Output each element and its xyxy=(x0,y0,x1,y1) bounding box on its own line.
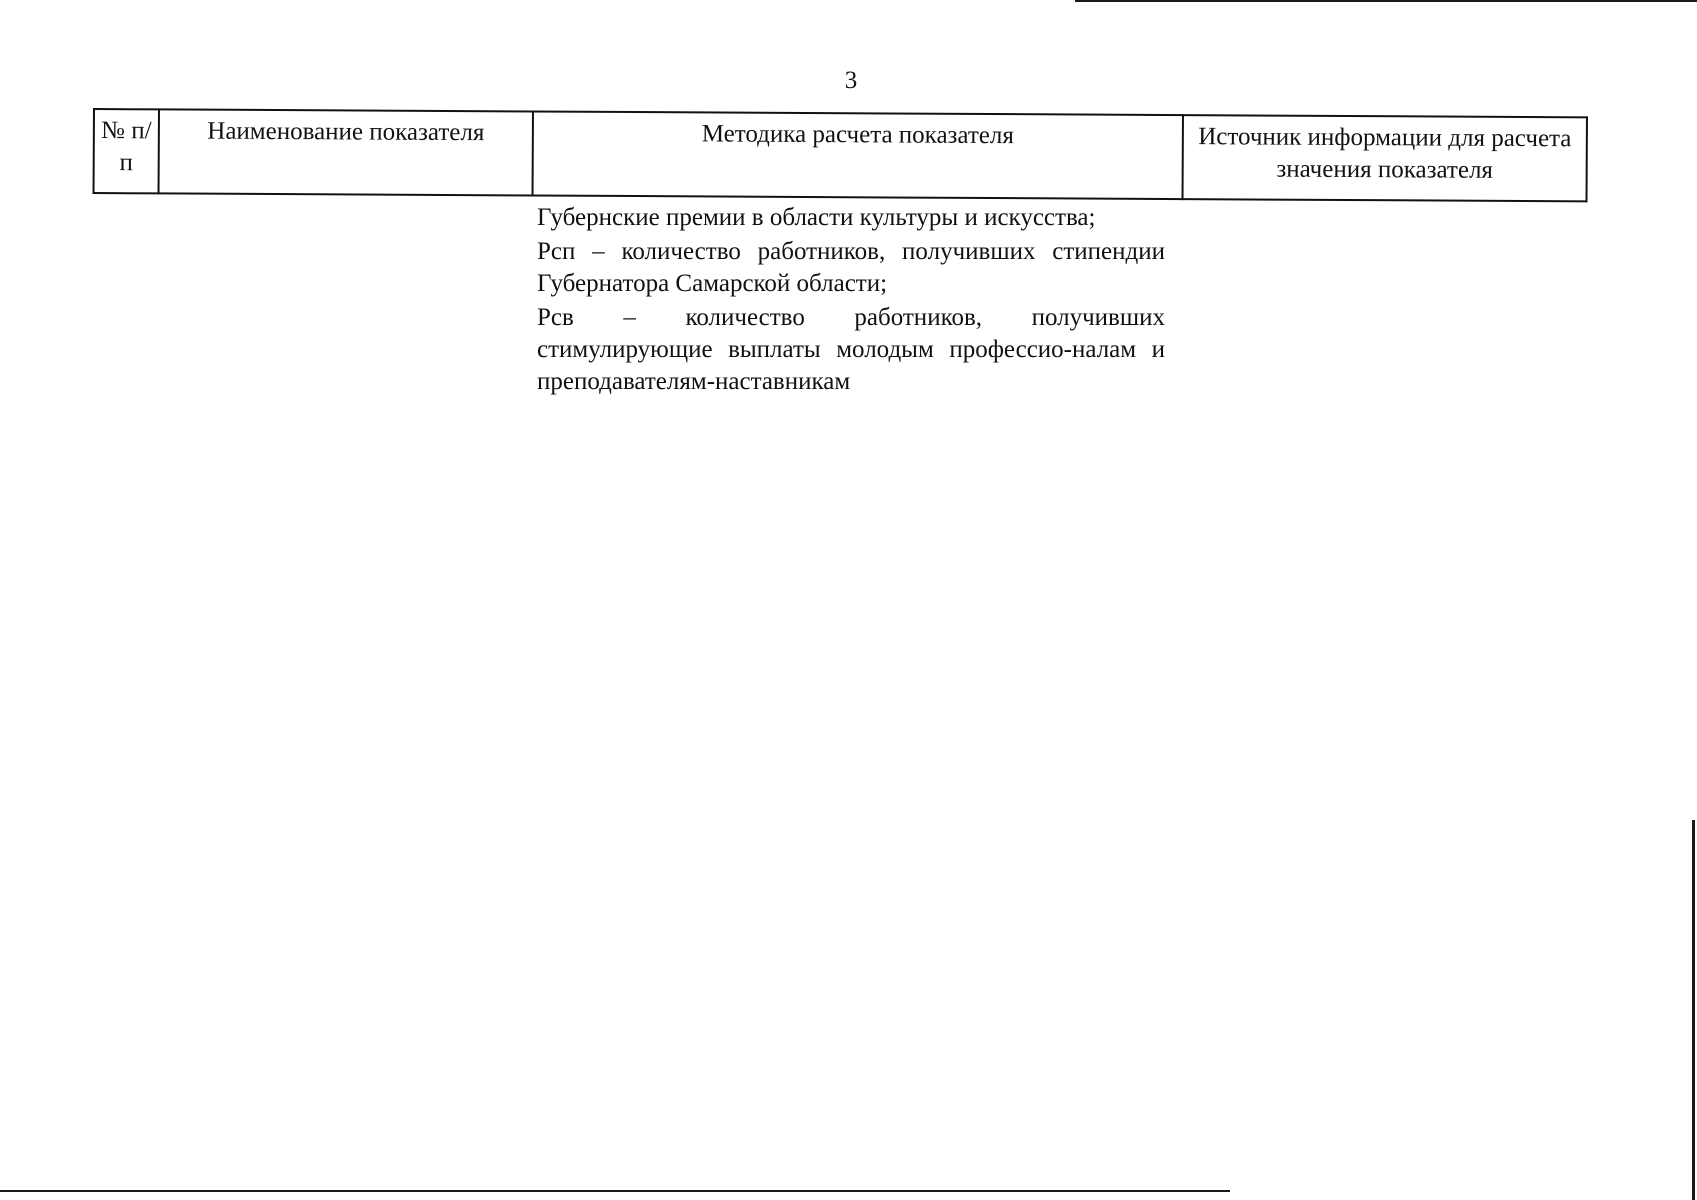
scan-edge-bottom xyxy=(0,1190,1230,1192)
scan-edge-top xyxy=(1075,0,1697,2)
header-cell-information-source: Источник информации для расчета значения показателя xyxy=(1183,115,1587,201)
indicator-table-header xyxy=(93,108,1588,202)
table-header-row xyxy=(94,109,1587,201)
calculation-method-text xyxy=(537,202,1165,400)
header-cell-calculation-method: Методика расчета показателя xyxy=(533,111,1183,199)
scan-edge-right xyxy=(1692,820,1695,1200)
header-cell-number: № п/п xyxy=(94,109,159,193)
method-paragraph: Рсп – количество работников, получивших стипендии Губернатора Самарской области; xyxy=(537,238,1165,297)
method-paragraph: Губернские премии в области культуры и искусства; xyxy=(537,204,1096,231)
page-number: 3 xyxy=(844,67,858,94)
header-cell-indicator-name: Наименование показателя xyxy=(159,109,533,195)
method-paragraph: Рсв – количество работников, получивших стимулирующие выплаты молодым профессио-налам и преподавателям-наставникам xyxy=(537,304,1165,395)
